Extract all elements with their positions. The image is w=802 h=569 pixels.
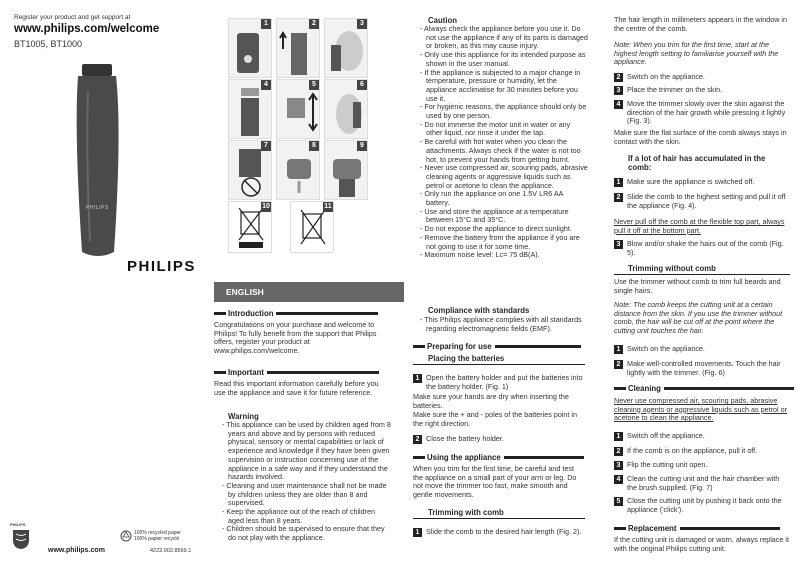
figure-6 bbox=[324, 79, 368, 139]
caution-item: - Only run the appliance on one 1.5V LR6 AA battery. bbox=[420, 189, 564, 208]
figure-label: 8 bbox=[309, 141, 319, 151]
figure-label: 5 bbox=[309, 80, 319, 90]
figure-9 bbox=[324, 140, 368, 200]
document-code: 4222.002.8569.1 bbox=[150, 548, 192, 554]
caution-item: - For hygienic reasons, the appliance should only be used by one person. bbox=[420, 102, 587, 121]
compliance-title: Compliance with standards bbox=[428, 306, 530, 315]
model-numbers: BT1005, BT1000 bbox=[14, 39, 83, 49]
accumulated-title: If a lot of hair has accumulated in the comb: bbox=[628, 154, 766, 172]
figure-label: 2 bbox=[309, 19, 319, 29]
trimmer-image bbox=[66, 62, 136, 262]
trimmer-comb bbox=[82, 64, 112, 76]
figure-3 bbox=[324, 18, 368, 78]
warning-item: - This appliance can be used by children aged from 8 years and above and by persons with reduced physical, sensory or mental capabilities or lack of experience and knowledge if they have been given supervision or instruction concerning use of the appliance in a safe way and if they understand the hazards involved. bbox=[222, 420, 391, 482]
philips-shield-icon bbox=[12, 528, 30, 550]
section-important bbox=[214, 368, 379, 377]
prep-step-2-text: Close the battery holder. bbox=[426, 434, 504, 443]
prep-note-1: Make sure your hands are dry when inserting the batteries. bbox=[413, 392, 569, 410]
recycled-line-2: 100% papier recyclé bbox=[134, 536, 180, 542]
caution-item: - Do not expose the appliance to direct sunlight. bbox=[420, 224, 572, 234]
language-tab-label: ENGLISH bbox=[226, 287, 264, 297]
never-pull-warning: Never pull off the comb at the flexible top part, always pull it off at the bottom part. bbox=[614, 217, 785, 235]
warning-list bbox=[220, 421, 392, 543]
compliance-list bbox=[418, 316, 588, 333]
accum-step-2: 2 Slide the comb to the highest setting and pull it off the appliance (Fig. 4). bbox=[614, 193, 790, 210]
prep-step-1: 1 Open the battery holder and put the batteries into the battery holder. (Fig. 1) bbox=[413, 374, 585, 391]
important-text: Read this important information carefully before you use the appliance and save it for future reference. bbox=[214, 379, 379, 397]
using-text: When you trim for the first time, be careful and test the appliance on a small part of your arm or leg. Do not move the trimmer too fast, make smooth and gentle movements. bbox=[413, 464, 577, 500]
footer-logo-text: PHILIPS bbox=[10, 522, 26, 527]
section-replacement bbox=[614, 524, 780, 533]
accum-step-2-text: Slide the comb to the highest setting and pull it off the appliance (Fig. 4). bbox=[627, 192, 786, 210]
philips-wordmark: PHILIPS bbox=[127, 258, 196, 275]
figure-5 bbox=[276, 79, 320, 139]
caution-item: - Use and store the appliance at a temperature between 15°C and 35°C. bbox=[420, 206, 569, 225]
placing-batteries-title: Placing the batteries bbox=[428, 354, 505, 363]
trim-step-4-text: Move the trimmer slowly over the skin against the direction of the hair growth while pressing it lightly (Fig. 3). bbox=[627, 99, 786, 126]
recycled-line-1: 100% recycled paper bbox=[134, 530, 181, 536]
accum-step-3: 3 Blow and/or shake the hairs out of the comb (Fig. 5). bbox=[614, 240, 790, 257]
flat-surface-text: Make sure the flat surface of the comb always stays in contact with the skin. bbox=[614, 128, 787, 146]
without-comb-title: Trimming without comb bbox=[628, 264, 716, 273]
replacement-text: If the cutting unit is damaged or worn, always replace it with the original Philips cutting unit. bbox=[614, 535, 789, 553]
trim-step-2: 2 Switch on the appliance. bbox=[614, 73, 790, 82]
trim-step-3-text: Place the trimmer on the skin. bbox=[627, 85, 723, 94]
caution-item: - Do not immerse the motor unit in water or any other liquid, nor rinse it under the tap. bbox=[420, 119, 571, 138]
caution-item: - Maximum noise level: Lc= 75 dB(A). bbox=[420, 250, 540, 260]
cleaning-title: Cleaning bbox=[628, 384, 661, 393]
figure-8 bbox=[276, 140, 320, 200]
clean-step-4: 4 Clean the cutting unit and the hair chamber with the brush supplied. (Fig. 7) bbox=[614, 475, 790, 492]
caution-item: - If the appliance is subjected to a major change in temperature, pressure or humidity, let the appliance acclimatise for 30 minutes before you use it. bbox=[420, 67, 581, 103]
figure-label: 1 bbox=[261, 19, 271, 29]
recycle-icon bbox=[120, 530, 132, 542]
register-line: Register your product and get support at bbox=[14, 14, 131, 21]
using-step-1-text: Slide the comb to the desired hair length (Fig. 2). bbox=[426, 527, 582, 536]
figure-7 bbox=[228, 140, 272, 200]
figure-label: 11 bbox=[324, 203, 332, 210]
clean-step-1: 1 Switch off the appliance. bbox=[614, 432, 790, 441]
figure-2 bbox=[276, 18, 320, 78]
without-comb-note: Note: The comb keeps the cutting unit at a certain distance from the skin. If you use the trimmer without comb, the hair will be cut off at the point where the cutting unit touches the hair. bbox=[614, 300, 783, 336]
figure-1 bbox=[228, 18, 272, 78]
accum-step-1: 1 Make sure the appliance is switched off. bbox=[614, 178, 790, 187]
caution-item: - Always check the appliance before you use it. Do not use the appliance if any of its parts is damaged or broken, as this may cause injury. bbox=[420, 24, 588, 51]
figure-4 bbox=[228, 79, 272, 139]
prep-step-1-text: Open the battery holder and put the batteries into the battery holder. (Fig. 1) bbox=[426, 373, 583, 391]
section-preparing bbox=[413, 342, 581, 351]
figure-10 bbox=[228, 201, 272, 253]
caution-item: - Be careful with hot water when you clean the attachments. Always check if the water is not too hot, to prevent your hands from getting burnt. bbox=[420, 137, 581, 164]
without-step-1: 1 Switch on the appliance. bbox=[614, 345, 790, 354]
figure-label: 9 bbox=[357, 141, 367, 151]
caution-title: Caution bbox=[428, 16, 458, 25]
preparing-title: Preparing for use bbox=[427, 342, 492, 351]
trim-step-2-text: Switch on the appliance. bbox=[627, 72, 705, 81]
cleaning-warning: Never use compressed air, scouring pads, abrasive cleaning agents or aggressive liquids such as petrol or acetone to clean the appliance. bbox=[614, 396, 787, 423]
without-comb-text: Use the trimmer without comb to trim full beards and single hairs. bbox=[614, 277, 781, 295]
important-title: Important bbox=[228, 368, 264, 377]
replacement-title: Replacement bbox=[628, 524, 677, 533]
caution-item: - Never use compressed air, scouring pads, abrasive cleaning agents or aggressive liquids such as petrol or acetone to clean the appliance. bbox=[420, 163, 588, 190]
language-tab bbox=[214, 282, 404, 302]
without-step-1-text: Switch on the appliance. bbox=[627, 344, 705, 353]
prep-note-2: Make sure the + and - poles of the batteries point in the right direction. bbox=[413, 410, 578, 428]
footer-url[interactable]: www.philips.com bbox=[48, 547, 105, 554]
caution-item: - Only use this appliance for its intended purpose as shown in the user manual. bbox=[420, 50, 586, 68]
warning-item: - Keep the appliance out of the reach of children aged less than 8 years. bbox=[222, 507, 376, 525]
introduction-text: Congratulations on your purchase and welcome to Philips! To fully benefit from the support that Philips offers, register your product at www.philips.com/welcome. bbox=[214, 320, 377, 356]
clean-step-2-text: If the comb is on the appliance, pull it off. bbox=[627, 446, 758, 455]
without-step-2: 2 Make well-controlled movements. Touch the hair lightly with the trimmer. (Fig. 6) bbox=[614, 360, 790, 377]
figure-label: 7 bbox=[261, 141, 271, 151]
accum-step-1-text: Make sure the appliance is switched off. bbox=[627, 177, 755, 186]
section-cleaning bbox=[614, 384, 794, 393]
device-brand: PHILIPS bbox=[86, 205, 109, 211]
without-step-2-text: Make well-controlled movements. Touch the hair lightly with the trimmer. (Fig. 6) bbox=[627, 359, 781, 377]
trimming-with-comb-title: Trimming with comb bbox=[428, 508, 504, 517]
first-trim-note: Note: When you trim for the first time, start at the highest length setting to familiarise yourself with the appliance. bbox=[614, 40, 779, 67]
section-using bbox=[413, 453, 584, 462]
warning-item: - Cleaning and user maintenance shall not be made by children unless they are older than 8 and supervised. bbox=[222, 480, 387, 508]
clean-step-2: 2 If the comb is on the appliance, pull it off. bbox=[614, 447, 790, 456]
header-url[interactable]: www.philips.com/welcome bbox=[14, 23, 160, 35]
warning-item: - Children should be supervised to ensure that they do not play with the appliance. bbox=[222, 524, 385, 543]
accum-step-3-text: Blow and/or shake the hairs out of the comb (Fig. 5). bbox=[627, 239, 784, 257]
figure-label: 4 bbox=[261, 80, 271, 90]
figure-label: 10 bbox=[262, 203, 270, 210]
trim-step-4: 4 Move the trimmer slowly over the skin against the direction of the hair growth while pressing it lightly (Fig. 3). bbox=[614, 100, 790, 126]
trimmer-body bbox=[77, 76, 119, 256]
prep-step-2: 2 Close the battery holder. bbox=[413, 435, 585, 444]
caution-list bbox=[418, 25, 588, 260]
caution-item: - Remove the battery from the appliance if you are not going to use it for some time. bbox=[420, 232, 580, 251]
warning-title: Warning bbox=[228, 412, 259, 421]
section-introduction bbox=[214, 309, 378, 318]
hair-length-text: The hair length in millimeters appears in the window in the centre of the comb. bbox=[614, 15, 787, 33]
compliance-item: - This Philips appliance complies with all standards regarding electromagnetic fields (EMF). bbox=[420, 315, 582, 333]
clean-step-3-text: Flip the cutting unit open. bbox=[627, 460, 708, 469]
trim-step-3: 3 Place the trimmer on the skin. bbox=[614, 86, 790, 95]
figure-label: 6 bbox=[357, 80, 367, 90]
introduction-title: Introduction bbox=[228, 309, 274, 318]
using-title: Using the appliance bbox=[427, 453, 501, 462]
using-step-1: 1 Slide the comb to the desired hair length (Fig. 2). bbox=[413, 528, 585, 537]
clean-step-1-text: Switch off the appliance. bbox=[627, 431, 705, 440]
clean-step-5-text: Close the cutting unit by pushing it back onto the appliance ('click'). bbox=[627, 496, 782, 514]
clean-step-3: 3 Flip the cutting unit open. bbox=[614, 461, 790, 470]
clean-step-4-text: Clean the cutting unit and the hair chamber with the brush supplied. (Fig. 7) bbox=[627, 474, 780, 492]
clean-step-5: 5 Close the cutting unit by pushing it back onto the appliance ('click'). bbox=[614, 497, 790, 514]
figure-label: 3 bbox=[357, 19, 367, 29]
figure-11 bbox=[290, 201, 334, 253]
